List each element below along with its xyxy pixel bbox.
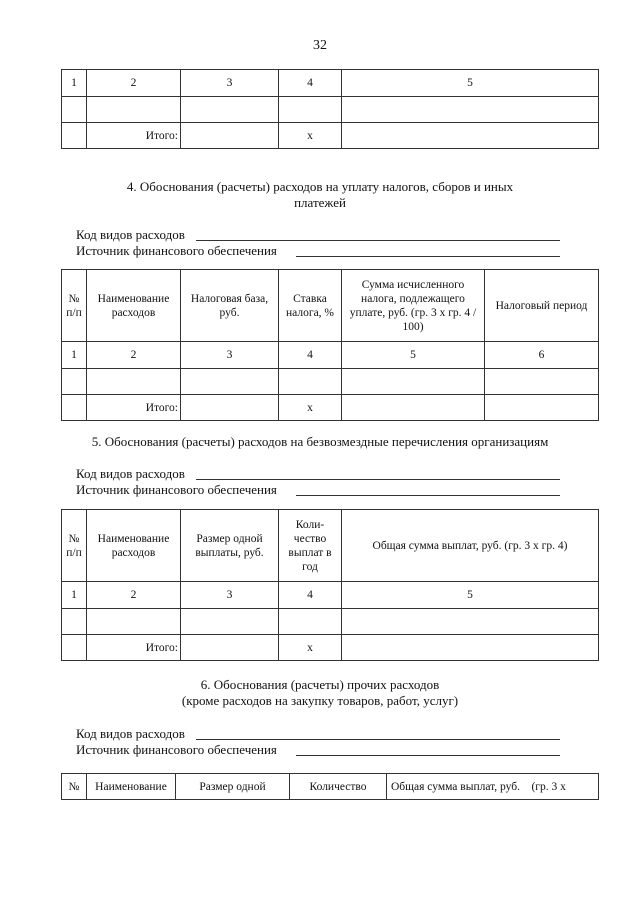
header-cell: Налоговая база, руб. [181, 270, 279, 342]
code-label: Код видов расходов [76, 466, 185, 481]
table-row [62, 609, 599, 635]
header-cell: Наименование расходов [87, 510, 181, 582]
source-fill-line[interactable] [296, 755, 560, 756]
source-label: Источник финансового обеспечения [76, 742, 277, 757]
section5-title: 5. Обоснования (расчеты) расходов на безвозмездные перечисления организациям [91, 434, 549, 449]
total-label: Итого: [87, 395, 181, 421]
section6-title-line2: (кроме расходов на закупку товаров, работ, услуг) [181, 693, 459, 708]
source-fill-line[interactable] [296, 256, 560, 257]
x-mark: х [279, 123, 342, 149]
table-cell: 4 [279, 70, 342, 97]
code-fill-line[interactable] [196, 240, 560, 241]
header-cell: Общая сумма выплат, руб. (гр. 3 х гр. 4) [342, 510, 599, 582]
header-cell: Налоговый период [485, 270, 599, 342]
table-cell: 2 [87, 70, 181, 97]
total-label: Итого: [87, 635, 181, 661]
table-header-row [62, 270, 599, 342]
table-cell: 1 [62, 582, 87, 609]
table-row [62, 97, 599, 123]
code-fill-line[interactable] [196, 479, 560, 480]
header-cell: Общая сумма выплат, руб. (гр. 3 х [387, 774, 599, 800]
header-cell: № п/п [62, 510, 87, 582]
table-cell: 1 [62, 70, 87, 97]
section4-title-line2: платежей [294, 195, 346, 210]
table-row [62, 70, 599, 97]
table-cell: 1 [62, 342, 87, 369]
header-cell: Размер одной выплаты, руб. [181, 510, 279, 582]
source-label: Источник финансового обеспечения [76, 482, 277, 497]
table-cell: 3 [181, 582, 279, 609]
header-cell: Коли-чество выплат в год [279, 510, 342, 582]
header-cell: Размер одной [176, 774, 290, 800]
header-cell: Ставка налога, % [279, 270, 342, 342]
header-cell: Сумма исчисленного налога, подлежащего уплате, руб. (гр. 3 х гр. 4 / 100) [342, 270, 485, 342]
table-cell: 3 [181, 342, 279, 369]
table-row [62, 369, 599, 395]
table-header-row [62, 774, 599, 800]
header-cell: Количество [290, 774, 387, 800]
table-row-total [62, 635, 599, 661]
page-number: 32 [313, 38, 327, 53]
section4-title-line1: 4. Обоснования (расчеты) расходов на уплату налогов, сборов и иных [126, 179, 514, 194]
source-fill-line[interactable] [296, 495, 560, 496]
table-taxes [61, 269, 599, 421]
table-row-total [62, 395, 599, 421]
code-label: Код видов расходов [76, 227, 185, 242]
table-other-expenses [61, 773, 599, 800]
header-cell: Наименование [87, 774, 176, 800]
table-cell: 4 [279, 342, 342, 369]
table-cell: 5 [342, 582, 599, 609]
table-continuation [61, 69, 599, 149]
table-cell: 5 [342, 70, 599, 97]
header-cell: Наименование расходов [87, 270, 181, 342]
x-mark: х [279, 635, 342, 661]
table-cell: 4 [279, 582, 342, 609]
table-cell: 2 [87, 582, 181, 609]
table-row [62, 342, 599, 369]
table-cell: 3 [181, 70, 279, 97]
header-cell: № п/п [62, 270, 87, 342]
header-cell: № [62, 774, 87, 800]
total-label: Итого: [87, 123, 181, 149]
code-fill-line[interactable] [196, 739, 560, 740]
section6-title-line1: 6. Обоснования (расчеты) прочих расходов [200, 677, 440, 692]
table-cell: 5 [342, 342, 485, 369]
table-transfers [61, 509, 599, 661]
table-row [62, 582, 599, 609]
table-header-row [62, 510, 599, 582]
table-cell: 6 [485, 342, 599, 369]
code-label: Код видов расходов [76, 726, 185, 741]
table-row-total [62, 123, 599, 149]
source-label: Источник финансового обеспечения [76, 243, 277, 258]
x-mark: х [279, 395, 342, 421]
table-cell: 2 [87, 342, 181, 369]
